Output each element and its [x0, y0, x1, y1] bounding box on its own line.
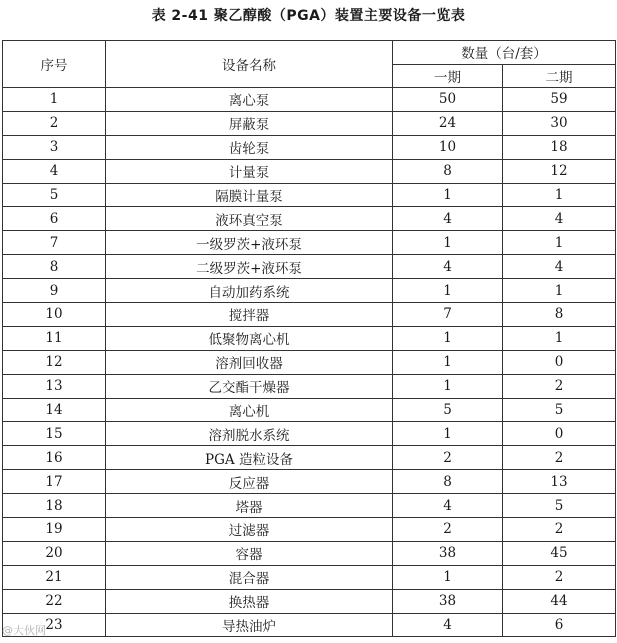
cell-phase-1-quantity: 50: [393, 88, 503, 112]
cell-serial-number: 9: [3, 279, 106, 303]
cell-phase-2-quantity: 1: [503, 183, 616, 207]
cell-phase-1-quantity: 1: [393, 374, 503, 398]
cell-phase-1-quantity: 38: [393, 541, 503, 565]
cell-equipment-name: 乙交酯干燥器: [106, 374, 393, 398]
cell-phase-2-quantity: 2: [503, 374, 616, 398]
table-row: [3, 565, 616, 589]
cell-phase-1-quantity: 1: [393, 565, 503, 589]
cell-equipment-name: 屏蔽泵: [106, 111, 393, 135]
cell-phase-1-quantity: 8: [393, 470, 503, 494]
cell-equipment-name: 塔器: [106, 494, 393, 518]
cell-serial-number: 3: [3, 135, 106, 159]
cell-serial-number: 23: [3, 613, 106, 637]
cell-equipment-name: 液环真空泵: [106, 207, 393, 231]
cell-equipment-name: 计量泵: [106, 159, 393, 183]
cell-serial-number: 4: [3, 159, 106, 183]
cell-phase-2-quantity: 2: [503, 518, 616, 542]
cell-serial-number: 14: [3, 398, 106, 422]
table-header: [3, 41, 616, 88]
cell-serial-number: 10: [3, 303, 106, 327]
cell-equipment-name: 溶剂脱水系统: [106, 422, 393, 446]
cell-equipment-name: 过滤器: [106, 518, 393, 542]
cell-serial-number: 17: [3, 470, 106, 494]
table-row: [3, 374, 616, 398]
table-row: [3, 88, 616, 112]
cell-phase-2-quantity: 1: [503, 231, 616, 255]
cell-phase-1-quantity: 1: [393, 231, 503, 255]
table-row: [3, 422, 616, 446]
cell-equipment-name: 导热油炉: [106, 613, 393, 637]
table-row: [3, 231, 616, 255]
cell-equipment-name: 一级罗茨+液环泵: [106, 231, 393, 255]
table-row: [3, 541, 616, 565]
cell-serial-number: 16: [3, 446, 106, 470]
cell-phase-1-quantity: 24: [393, 111, 503, 135]
table-row: [3, 279, 616, 303]
table-row: [3, 494, 616, 518]
cell-serial-number: 7: [3, 231, 106, 255]
table-caption: 表 2-41 聚乙醇酸（PGA）装置主要设备一览表: [151, 8, 466, 24]
cell-equipment-name: 混合器: [106, 565, 393, 589]
cell-phase-1-quantity: 4: [393, 494, 503, 518]
header-serial-number: 序号: [3, 41, 106, 88]
cell-equipment-name: 搅拌器: [106, 303, 393, 327]
cell-phase-2-quantity: 18: [503, 135, 616, 159]
cell-equipment-name: 低聚物离心机: [106, 326, 393, 350]
cell-phase-1-quantity: 2: [393, 446, 503, 470]
cell-equipment-name: 离心泵: [106, 88, 393, 112]
cell-phase-1-quantity: 4: [393, 255, 503, 279]
cell-phase-2-quantity: 1: [503, 326, 616, 350]
cell-phase-2-quantity: 30: [503, 111, 616, 135]
cell-phase-1-quantity: 1: [393, 326, 503, 350]
header-equipment-name: 设备名称: [106, 41, 393, 88]
table-row: [3, 159, 616, 183]
header-phase-1: 一期: [393, 64, 503, 88]
cell-phase-2-quantity: 5: [503, 494, 616, 518]
table-row: [3, 326, 616, 350]
cell-serial-number: 22: [3, 589, 106, 613]
table-row: [3, 255, 616, 279]
cell-serial-number: 6: [3, 207, 106, 231]
table-row: [3, 303, 616, 327]
cell-equipment-name: 齿轮泵: [106, 135, 393, 159]
cell-phase-2-quantity: 12: [503, 159, 616, 183]
header-quantity: 数量（台/套）: [393, 41, 616, 65]
cell-phase-2-quantity: 45: [503, 541, 616, 565]
table-row: [3, 111, 616, 135]
cell-serial-number: 21: [3, 565, 106, 589]
cell-serial-number: 12: [3, 350, 106, 374]
cell-phase-2-quantity: 4: [503, 207, 616, 231]
cell-equipment-name: 溶剂回收器: [106, 350, 393, 374]
watermark: @大伙网: [2, 624, 46, 637]
cell-phase-2-quantity: 2: [503, 446, 616, 470]
cell-serial-number: 20: [3, 541, 106, 565]
table-row: [3, 135, 616, 159]
cell-equipment-name: PGA 造粒设备: [106, 446, 393, 470]
cell-phase-2-quantity: 6: [503, 613, 616, 637]
table-row: [3, 183, 616, 207]
cell-serial-number: 15: [3, 422, 106, 446]
cell-equipment-name: 容器: [106, 541, 393, 565]
cell-phase-1-quantity: 5: [393, 398, 503, 422]
table-row: [3, 398, 616, 422]
cell-phase-2-quantity: 59: [503, 88, 616, 112]
cell-phase-2-quantity: 0: [503, 350, 616, 374]
table-row: [3, 518, 616, 542]
cell-serial-number: 19: [3, 518, 106, 542]
table-row: [3, 446, 616, 470]
cell-phase-2-quantity: 1: [503, 279, 616, 303]
cell-serial-number: 13: [3, 374, 106, 398]
table-row: [3, 350, 616, 374]
cell-phase-1-quantity: 8: [393, 159, 503, 183]
cell-serial-number: 18: [3, 494, 106, 518]
table-row: [3, 470, 616, 494]
cell-phase-1-quantity: 10: [393, 135, 503, 159]
equipment-table: [2, 40, 616, 637]
cell-phase-1-quantity: 1: [393, 350, 503, 374]
cell-phase-1-quantity: 2: [393, 518, 503, 542]
cell-equipment-name: 离心机: [106, 398, 393, 422]
cell-phase-2-quantity: 8: [503, 303, 616, 327]
cell-serial-number: 11: [3, 326, 106, 350]
cell-phase-2-quantity: 2: [503, 565, 616, 589]
cell-phase-1-quantity: 4: [393, 207, 503, 231]
cell-serial-number: 2: [3, 111, 106, 135]
cell-phase-1-quantity: 38: [393, 589, 503, 613]
cell-phase-2-quantity: 13: [503, 470, 616, 494]
cell-phase-2-quantity: 4: [503, 255, 616, 279]
table-row: [3, 207, 616, 231]
header-phase-2: 二期: [503, 64, 616, 88]
cell-phase-1-quantity: 1: [393, 422, 503, 446]
cell-equipment-name: 反应器: [106, 470, 393, 494]
cell-equipment-name: 隔膜计量泵: [106, 183, 393, 207]
cell-phase-1-quantity: 7: [393, 303, 503, 327]
cell-equipment-name: 换热器: [106, 589, 393, 613]
cell-phase-1-quantity: 4: [393, 613, 503, 637]
cell-serial-number: 1: [3, 88, 106, 112]
cell-equipment-name: 二级罗茨+液环泵: [106, 255, 393, 279]
cell-phase-1-quantity: 1: [393, 183, 503, 207]
cell-phase-2-quantity: 44: [503, 589, 616, 613]
cell-phase-1-quantity: 1: [393, 279, 503, 303]
cell-phase-2-quantity: 5: [503, 398, 616, 422]
table-row: [3, 613, 616, 637]
cell-serial-number: 8: [3, 255, 106, 279]
cell-equipment-name: 自动加药系统: [106, 279, 393, 303]
table-row: [3, 589, 616, 613]
table-body: [3, 88, 616, 637]
cell-phase-2-quantity: 0: [503, 422, 616, 446]
cell-serial-number: 5: [3, 183, 106, 207]
